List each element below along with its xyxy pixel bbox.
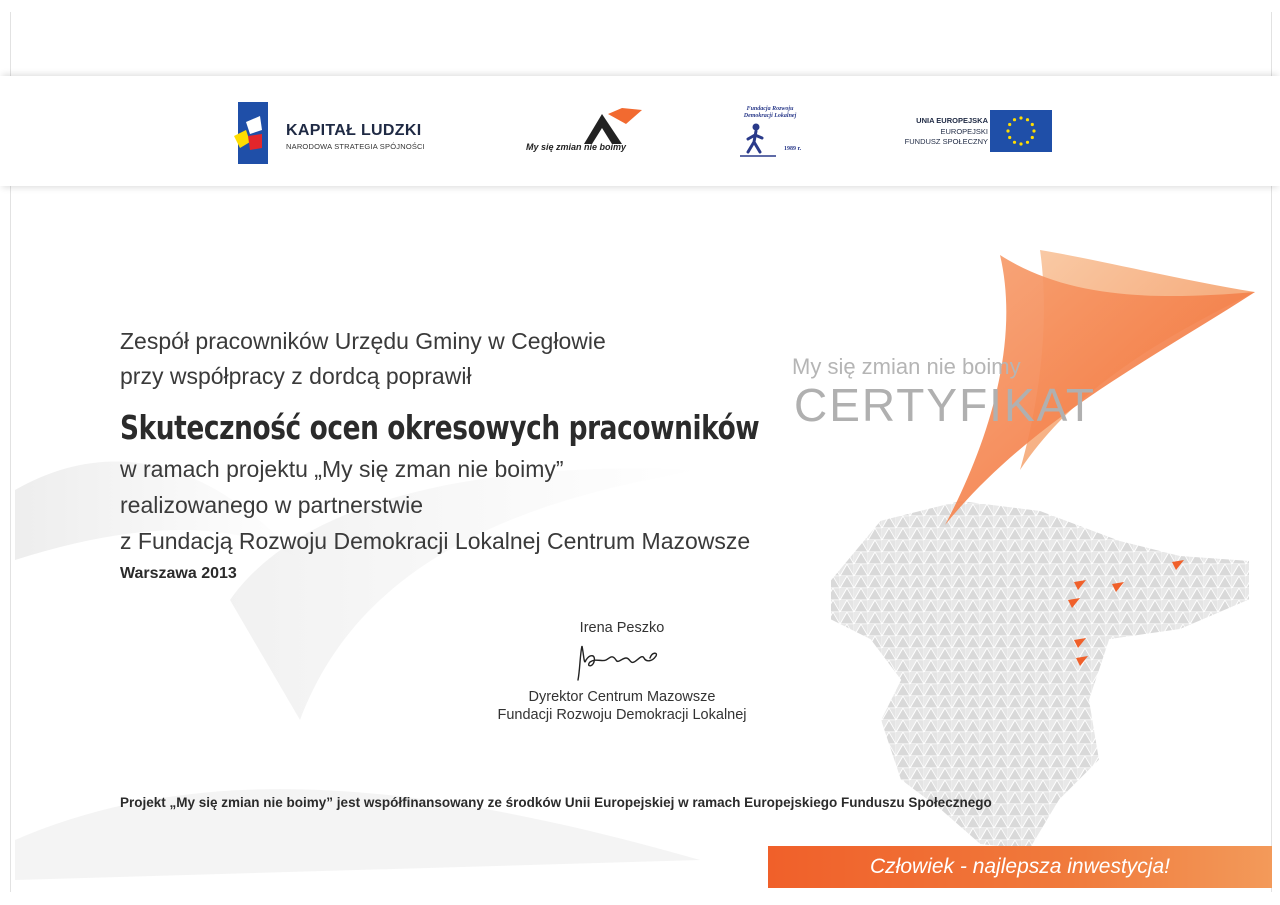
eu-logo-line3: FUNDUSZ SPOŁECZNY: [904, 137, 988, 146]
cofinancing-note: Projekt „My się zmian nie boimy” jest współfinansowany ze środków Unii Europejskiej w ramach Europejskiego Funduszu Społecznego: [120, 795, 992, 810]
eu-flag-icon: [990, 110, 1052, 152]
body-line-3: w ramach projektu „My się zman nie boimy”: [120, 456, 564, 482]
certificate-title: CERTYFIKAT: [794, 379, 1096, 431]
eu-logo: [892, 108, 1054, 156]
my-sie-zmian-logo: [522, 106, 652, 158]
eu-logo-line1: UNIA EUROPEJSKA: [916, 116, 988, 125]
frdl-logo: [734, 106, 814, 160]
body-line-1: Zespół pracowników Urzędu Gminy w Cegłowie: [120, 328, 606, 354]
walking-figure-icon: [738, 122, 778, 158]
body-line-2: przy współpracy z dordcą poprawił: [120, 363, 472, 389]
slogan-text: Człowiek - najlepsza inwestycja!: [870, 855, 1170, 878]
kapital-ludzki-logo: [232, 100, 472, 166]
body-line-5: z Fundacją Rozwoju Demokracji Lokalnej Centrum Mazowsze: [120, 528, 751, 554]
signatory-name: Irena Peszko: [579, 620, 665, 636]
my-sie-zmian-logo-text: My się zmian nie boimy: [526, 142, 627, 152]
eu-logo-line2: EUROPEJSKI: [940, 127, 988, 136]
frdl-logo-year: 1989 r.: [784, 146, 802, 152]
kapital-ludzki-subtitle: NARODOWA STRATEGIA SPÓJNOŚCI: [286, 142, 425, 151]
signatory-role-line2: Fundacji Rozwoju Demokracji Lokalnej: [497, 707, 747, 723]
slogan-bar: [768, 846, 1272, 888]
certificate-slogan: My się zmian nie boimy: [792, 354, 1021, 379]
certificate-headline: Skuteczność ocen okresowych pracowników: [120, 408, 760, 447]
place-year: Warszawa 2013: [120, 565, 237, 582]
kapital-ludzki-emblem-icon: [232, 100, 272, 166]
kapital-ludzki-title: KAPITAŁ LUDZKI: [286, 122, 422, 139]
tent-flag-icon: [522, 106, 652, 146]
handwritten-signature: [572, 640, 662, 684]
body-line-4: realizowanego w partnerstwie: [120, 492, 423, 518]
signatory-role-line1: Dyrektor Centrum Mazowsze: [528, 689, 716, 705]
frdl-logo-name: Fundacja Rozwoju Demokracji Lokalnej: [743, 106, 797, 119]
